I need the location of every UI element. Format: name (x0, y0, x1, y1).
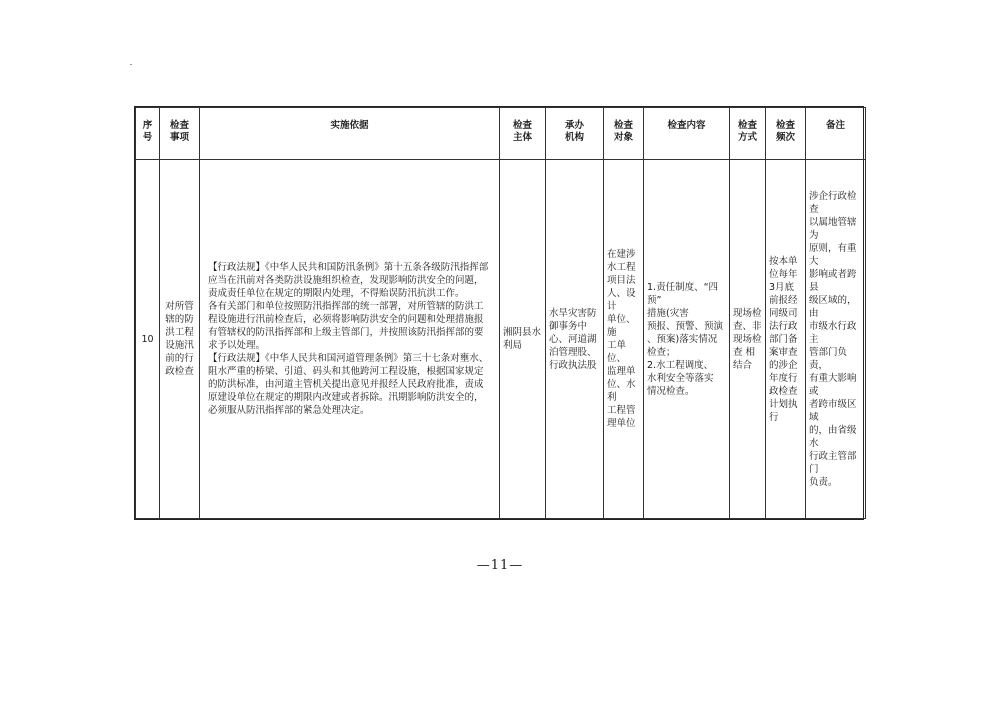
cell-remark: 涉企行政检查 以属地管辖为 原则，有重大 影响或者跨县 级区域的，由 市级水行政主 管部门负责， 有重大影响或 者跨市级区域 的，由省级水 行政主管部门 负责。 (806, 160, 866, 519)
cell-basis (200, 160, 500, 519)
header-item: 检查 事项 (160, 108, 200, 160)
cell-item: 对所管 辖的防 洪工程 设施汛 前的行 政检查 (160, 160, 200, 519)
table (135, 107, 866, 519)
header-basis: 实施依据 (200, 108, 500, 160)
cell-content: 1.责任制度、“四预” 措施(灾害 预报、预警、预演 、预案)落实情况 检查； 2.水工程调度、 水利安全等落实 情况检查。 (644, 160, 730, 519)
cell-org: 水旱灾害防 御事务中 心、河道湖 泊管理股、 行政执法股 (546, 160, 604, 519)
header-org: 承办 机构 (546, 108, 604, 160)
cell-method: 现场检 查、非 现场检 查 相 结合 (730, 160, 766, 519)
scan-mark (130, 64, 132, 65)
cell-target: 在建涉 水工程 项目法 人、设计 单位、施 工单位、 监理单 位、水利 工程管 理单位 (604, 160, 644, 519)
basis-paragraph: 【行政法规】《中华人民共和国防汛条例》第十五条各级防汛指挥部应当在汛前对各类防洪设施组织检查，发现影响防洪安全的问题，责成责任单位在规定的期限内处理，不得贻误防汛抗洪工作。 (208, 262, 489, 299)
header-freq: 检查 频次 (766, 108, 806, 160)
table-header-row (136, 108, 866, 160)
cell-subject: 湘阴县水 利局 (500, 160, 546, 519)
table-row (136, 160, 866, 519)
cell-freq: 按本单 位每年 3月底 前报经 同级司 法行政 部门备 案审查 的涉企 年度行 政检查 计划执 行 (766, 160, 806, 519)
page-number: —11— (476, 558, 524, 573)
header-content: 检查内容 (644, 108, 730, 160)
basis-paragraph: 【行政法规】《中华人民共和国河道管理条例》第三十七条对壅水、阻水严重的桥梁、引道、码头和其他跨河工程设施，根据国家规定的防洪标准，由河道主管机关提出意见并报经人民政府批准，责成原建设单位在规定的期限内改建或者拆除。汛期影响防洪安全的，必须服从防汛指挥部的紧急处理决定。 (208, 353, 489, 416)
header-method: 检查 方式 (730, 108, 766, 160)
header-seq: 序 号 (136, 108, 160, 160)
header-target: 检查 对象 (604, 108, 644, 160)
inspection-table (134, 106, 864, 520)
basis-paragraph: 各有关部门和单位按照防汛指挥部的统一部署，对所管辖的防洪工程设施进行汛前检查后，必须将影响防洪安全的问题和处理措施报有管辖权的防汛指挥部和上级主管部门，并按照该防汛指挥部的要求予以处理。 (208, 301, 484, 351)
header-subject: 检查 主体 (500, 108, 546, 160)
cell-seq: 10 (136, 160, 160, 519)
header-remark: 备注 (806, 108, 866, 160)
